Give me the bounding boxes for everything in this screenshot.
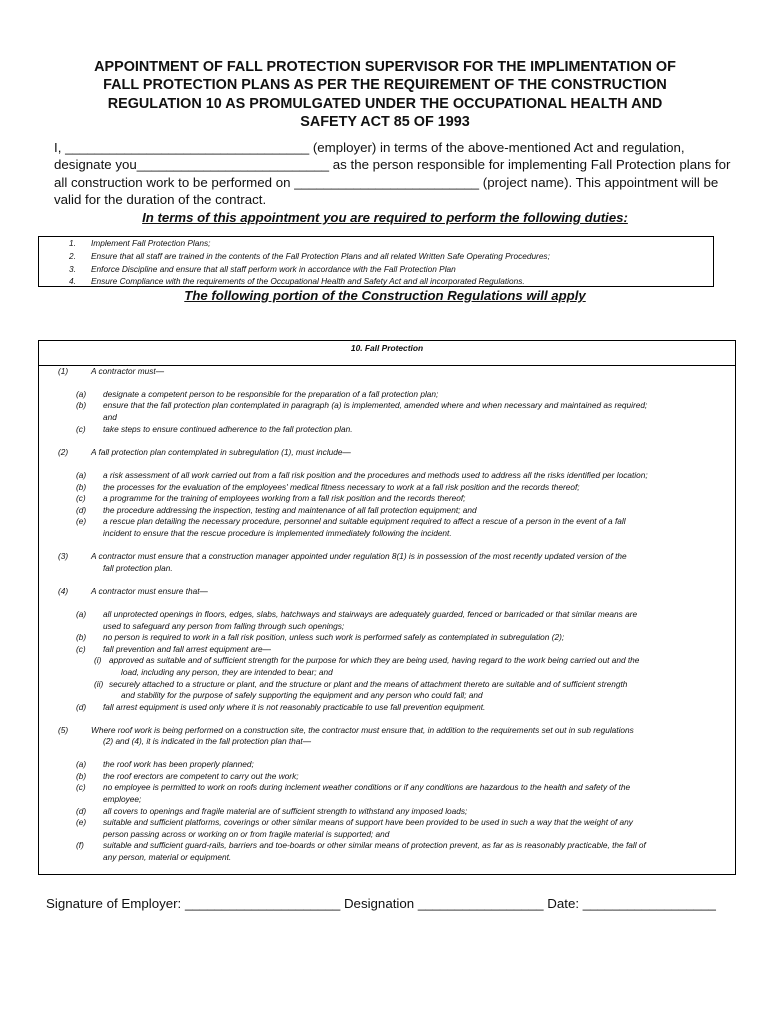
clause-text: suitable and sufficient guard-rails, barriers and toe-boards or other similar means of protection prevent, as far as is reasonably practicable, the fall of xyxy=(103,840,646,850)
signature-line: Signature of Employer: _____________________ Designation _________________ Date: __________________ xyxy=(46,896,716,911)
clause-label: (c) xyxy=(76,782,86,792)
clause-label: (c) xyxy=(76,493,86,503)
clause-text: any person, material or equipment. xyxy=(103,852,232,862)
clause-text: person passing across or working on or from fragile material is supported; and xyxy=(103,829,390,839)
clause-text: A contractor must ensure that— xyxy=(91,586,208,596)
title-line: FALL PROTECTION PLANS AS PER THE REQUIREMENT OF THE CONSTRUCTION xyxy=(103,77,667,94)
clause-text: approved as suitable and of sufficient strength for the purpose for which they are being used, having regard to the work being carried out and the xyxy=(109,655,640,665)
duty-text: Ensure that all staff are trained in the contents of the Fall Protection Plans and all related Written Safe Operating Procedures; xyxy=(91,250,550,261)
clause-label: (d) xyxy=(76,806,87,816)
clause-label: (3) xyxy=(58,551,69,561)
document-title xyxy=(40,58,730,131)
clause-label: (f) xyxy=(76,840,84,850)
clause-label: (a) xyxy=(76,470,87,480)
clause-label: (4) xyxy=(58,586,69,596)
clause-text: the roof erectors are competent to carry out the work; xyxy=(103,771,299,781)
duty-text: Ensure Compliance with the requirements of the Occupational Health and Safety Act and all incorporated Regulations. xyxy=(91,276,525,287)
clause-text: incident to ensure that the rescue procedure is implemented immediately following the incident. xyxy=(103,528,452,538)
clause-text: take steps to ensure continued adherence to the fall protection plan. xyxy=(103,424,353,434)
clause-label: (b) xyxy=(76,771,87,781)
clause-label: (a) xyxy=(76,389,87,399)
appointment-statement xyxy=(54,139,734,208)
clause-text: the processes for the evaluation of the employees' medical fitness necessary to work at a fall risk position and the records thereof; xyxy=(103,482,580,492)
duties-list xyxy=(38,236,714,287)
duty-text: Implement Fall Protection Plans; xyxy=(91,238,211,248)
clause-label: (b) xyxy=(76,400,87,410)
regulation-box xyxy=(38,340,736,875)
clause-label: (5) xyxy=(58,725,69,735)
clause-text: a rescue plan detailing the necessary procedure, personnel and suitable equipment required to affect a rescue of a person in the event of a fall xyxy=(103,516,626,526)
title-line: SAFETY ACT 85 OF 1993 xyxy=(300,113,470,130)
duty-number: 3. xyxy=(69,263,76,274)
clause-text: fall protection plan. xyxy=(103,563,173,573)
clause-label: (i) xyxy=(94,655,102,665)
clause-text: the procedure addressing the inspection, testing and maintenance of all fall protection equipment; and xyxy=(103,505,477,515)
clause-label: (c) xyxy=(76,424,86,434)
clause-text: designate a competent person to be responsible for the preparation of a fall protection plan; xyxy=(103,389,439,399)
clause-text: load, including any person, they are intended to bear; and xyxy=(121,667,333,677)
clause-label: (1) xyxy=(58,366,69,376)
clause-label: (b) xyxy=(76,632,87,642)
duty-number: 2. xyxy=(69,250,76,261)
title-line: REGULATION 10 AS PROMULGATED UNDER THE OCCUPATIONAL HEALTH AND xyxy=(107,95,663,112)
intro-line: designate you__________________________ as the person responsible for implementing Fall Protection plans for xyxy=(54,157,731,173)
clause-text: A fall protection plan contemplated in subregulation (1), must include— xyxy=(91,447,351,457)
duty-item xyxy=(39,237,713,250)
regulation-title: 10. Fall Protection xyxy=(39,341,735,366)
clause-text: all unprotected openings in floors, edges, slabs, hatchways and stairways are adequately guarded, fenced or barricaded or that similar means are xyxy=(103,609,638,619)
intro-line: I, _________________________________ (employer) in terms of the above-mentioned Act and regulation, xyxy=(54,140,685,155)
clause-text: Where roof work is being performed on a construction site, the contractor must ensure that, in addition to the requirements set out in sub regulations xyxy=(91,725,634,735)
regulations-heading: The following portion of the Construction Regulations will apply xyxy=(184,288,586,303)
clause-label: (d) xyxy=(76,505,87,515)
clause-text: and xyxy=(103,412,117,422)
clause-text: A contractor must— xyxy=(91,366,165,376)
clause-label: (a) xyxy=(76,609,87,619)
clause-text: ensure that the fall protection plan contemplated in paragraph (a) is implemented, amended where and when necessary and maintained as required; xyxy=(103,400,648,410)
clause-label: (2) xyxy=(58,447,69,457)
clause-label: (a) xyxy=(76,759,87,769)
clause-label: (b) xyxy=(76,482,87,492)
clause-text: suitable and sufficient platforms, coverings or other similar means of support have been provided to be used in such a way that the weight of any xyxy=(103,817,633,827)
duty-item xyxy=(39,263,713,276)
clause-text: and stability for the purpose of safely supporting the equipment and any person who could fall; and xyxy=(121,690,483,700)
clause-label: (d) xyxy=(76,702,87,712)
intro-line: all construction work to be performed on _________________________ (project name). This appointment will be xyxy=(54,174,719,190)
duty-item xyxy=(39,275,713,288)
duty-number: 4. xyxy=(69,276,76,287)
clause-text: a risk assessment of all work carried out from a fall risk position and the procedures and methods used to address all the risks identified per location; xyxy=(103,470,648,480)
clause-text: all covers to openings and fragile material are of sufficient strength to withstand any imposed loads; xyxy=(103,806,468,816)
clause-label: (e) xyxy=(76,817,87,827)
clause-text: A contractor must ensure that a construction manager appointed under regulation 8(1) is in possession of the most recently updated version of the xyxy=(91,551,627,561)
clause-text: used to safeguard any person from falling through such openings; xyxy=(103,621,345,631)
clause-label: (e) xyxy=(76,516,87,526)
clause-text: no person is required to work in a fall risk position, unless such work is performed safely as contemplated in subregulation (2); xyxy=(103,632,565,642)
clause-text: securely attached to a structure or plant, and the structure or plant and the means of attachment thereto are suitable and of sufficient strength xyxy=(109,679,628,689)
clause-label: (ii) xyxy=(94,679,104,689)
clause-text: employee; xyxy=(103,794,142,804)
clause-text: fall arrest equipment is used only where it is not reasonably practicable to use fall prevention equipment. xyxy=(103,702,486,712)
title-line: APPOINTMENT OF FALL PROTECTION SUPERVISOR FOR THE IMPLIMENTATION OF xyxy=(94,59,676,75)
clause-text: a programme for the training of employees working from a fall risk position and the records thereof; xyxy=(103,493,466,503)
clause-text: (2) and (4), it is indicated in the fall protection plan that— xyxy=(103,736,311,746)
clause-text: the roof work has been properly planned; xyxy=(103,759,254,769)
clause-text: fall prevention and fall arrest equipment are— xyxy=(103,644,271,654)
clause-text: no employee is permitted to work on roofs during inclement weather conditions or if any conditions are hazardous to the health and safety of the xyxy=(103,782,631,792)
clause-label: (c) xyxy=(76,644,86,654)
duty-item xyxy=(39,250,713,263)
intro-line: valid for the duration of the contract. xyxy=(54,191,267,207)
duties-heading: In terms of this appointment you are required to perform the following duties: xyxy=(142,210,628,225)
duty-number: 1. xyxy=(69,238,76,248)
duty-text: Enforce Discipline and ensure that all staff perform work in accordance with the Fall Protection Plan xyxy=(91,263,456,274)
